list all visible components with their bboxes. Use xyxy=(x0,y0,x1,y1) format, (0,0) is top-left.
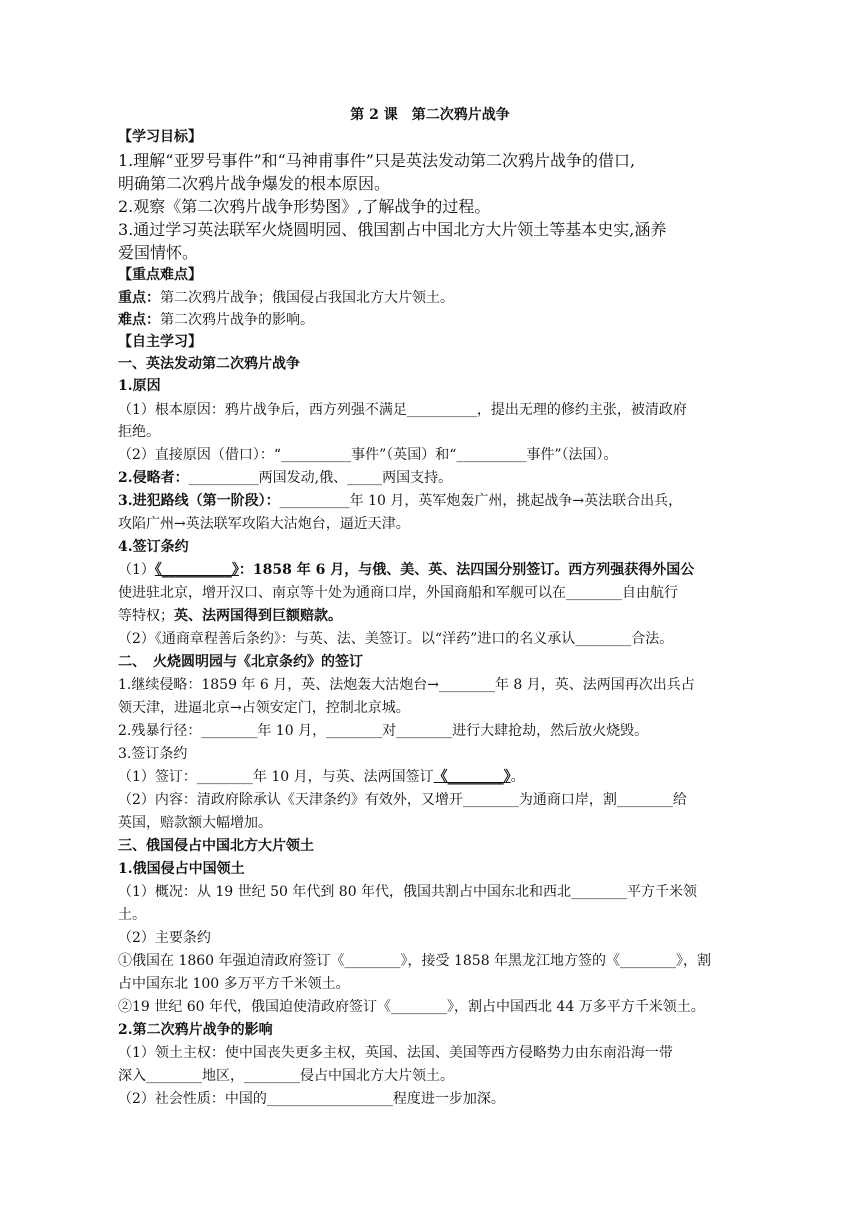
section-1-heading: 一、英法发动第二次鸦片战争 xyxy=(118,356,300,372)
key-point xyxy=(118,287,743,309)
s3-sovereignty-cont: 深入________地区，________侵占中国北方大片领土。 xyxy=(118,1068,454,1084)
s3-society: （2）社会性质：中国的__________________程度进一步加深。 xyxy=(118,1091,505,1107)
goal-3b: 爱国情怀。 xyxy=(118,243,199,262)
s1-treaty-indemnity: 英、法两国得到巨额赔款。 xyxy=(174,608,342,624)
self-study-heading: 【自主学习】 xyxy=(118,334,202,350)
s2-treaty-name: 《________》 xyxy=(433,769,511,785)
s1-treaty-text: ：1858 年 6 月，与俄、美、英、法四国分别签订。西方列强获得外国公 xyxy=(238,562,695,578)
s1-treaty-privilege: 等特权； xyxy=(118,608,174,624)
s1-direct-cause: （2）直接原因（借口）：“__________事件”（英国）和“__________事件”（法国）。 xyxy=(118,447,618,463)
s1-route-text: __________年 10 月，英军炮轰广州，挑起战争→英法联合出兵， xyxy=(279,493,683,509)
s1-root-cause: （1）根本原因：鸦片战争后，西方列强不满足__________，提出无理的修约主张，被清政府 xyxy=(118,402,687,418)
goal-3a: 3.通过学习英法联军火烧圆明园、俄国割占中国北方大片领土等基本史实,涵养 xyxy=(118,220,667,239)
s3-overview-cont: 土。 xyxy=(118,907,146,923)
s1-route xyxy=(118,490,743,512)
s1-route-label: 3.进犯路线（第一阶段）： xyxy=(118,493,280,509)
s1-root-cause-cont: 拒绝。 xyxy=(118,424,160,440)
goals-heading: 【学习目标】 xyxy=(118,129,202,145)
s2-treaty-sign-text: （1）签订：________年 10 月，与英、法两国签订 xyxy=(118,769,434,785)
s2-treaty-content-cont: 英国，赔款额大幅增加。 xyxy=(118,815,272,831)
s3-impact-heading: 2.第二次鸦片战争的影响 xyxy=(118,1022,273,1038)
s1-treaty-heading: 4.签订条约 xyxy=(118,539,189,555)
keys-heading: 【重点难点】 xyxy=(118,267,202,283)
s2-atrocity: 2.残暴行径：________年 10 月，________对________进行大肆抢劫，然后放火烧毁。 xyxy=(118,723,649,739)
s3-overview: （1）概况：从 19 世纪 50 年代到 80 年代，俄国共割占中国东北和西北________平方千米领 xyxy=(118,884,698,900)
s3-russia-heading: 1.俄国侵占中国领土 xyxy=(118,861,245,877)
s1-cause-heading: 1.原因 xyxy=(118,378,161,394)
s1-aggressors-label: 2.侵略者： xyxy=(118,470,189,486)
s1-treaty-tianjin xyxy=(118,559,743,581)
goal-1b: 明确第二次鸦片战争爆发的根本原因。 xyxy=(118,174,391,193)
difficult-point xyxy=(118,309,743,331)
s2-continue-cont: 领天津，进逼北京→占领安定门，控制北京城。 xyxy=(118,700,410,716)
goal-2: 2.观察《第二次鸦片战争形势图》,了解战争的过程。 xyxy=(118,197,491,216)
s1-treaty-name: 《__________》 xyxy=(154,562,239,578)
key-text: 第二次鸦片战争；俄国侵占我国北方大片领土。 xyxy=(160,290,454,306)
s2-treaty-sign xyxy=(118,766,743,788)
goal-1a: 1.理解“亚罗号事件”和“马神甫事件”只是英法发动第二次鸦片战争的借口, xyxy=(118,151,636,170)
s2-treaty-heading: 3.签订条约 xyxy=(118,746,188,762)
s1-aggressors xyxy=(118,467,743,489)
s3-sovereignty: （1）领土主权：使中国丧失更多主权，英国、法国、美国等西方侵略势力由东南沿海一带 xyxy=(118,1045,673,1061)
s2-continue: 1.继续侵略：1859 年 6 月，英、法炮轰大沽炮台→________年 8 月，英、法两国再次出兵占 xyxy=(118,677,695,693)
lesson-title: 第 2 课 第二次鸦片战争 xyxy=(350,107,510,123)
s1-treaty-tianjin-cont: 使进驻北京，增开汉口、南京等十处为通商口岸，外国商船和军舰可以在________自由航行 xyxy=(118,585,678,601)
s1-route-cont: 攻陷广州→英法联军攻陷大沽炮台，逼近天津。 xyxy=(118,516,410,532)
s3-treaty-1: ①俄国在 1860 年强迫清政府签订《________》，接受 1858 年黑龙江地方签的《________》，割 xyxy=(118,953,712,969)
key-label: 重点： xyxy=(118,290,160,306)
s3-treaty-1-cont: 占中国东北 100 多万平方千米领土。 xyxy=(118,976,350,992)
s1-aggressors-text: __________两国发动,俄、_____两国支持。 xyxy=(188,470,453,486)
diff-label: 难点： xyxy=(118,312,160,328)
s1-treaty-num: （1） xyxy=(118,562,155,578)
s2-treaty-content: （2）内容：清政府除承认《天津条约》有效外，又增开________为通商口岸，割________给 xyxy=(118,792,687,808)
section-2-heading: 二、 火烧圆明园与《北京条约》的签订 xyxy=(118,654,363,670)
s1-treaty-tianjin-end xyxy=(118,605,743,627)
s3-treaty-2: ②19 世纪 60 年代，俄国迫使清政府签订《________》，割占中国西北 44 万多平方千米领土。 xyxy=(118,999,705,1015)
diff-text: 第二次鸦片战争的影响。 xyxy=(160,312,314,328)
s2-treaty-end: 。 xyxy=(510,769,525,785)
s3-main-treaties: （2）主要条约 xyxy=(118,930,211,946)
s1-treaty-commerce: （2）《通商章程善后条约》：与英、法、美签订。以“洋药”进口的名义承认________合法。 xyxy=(118,631,674,647)
section-3-heading: 三、俄国侵占中国北方大片领土 xyxy=(118,838,314,854)
